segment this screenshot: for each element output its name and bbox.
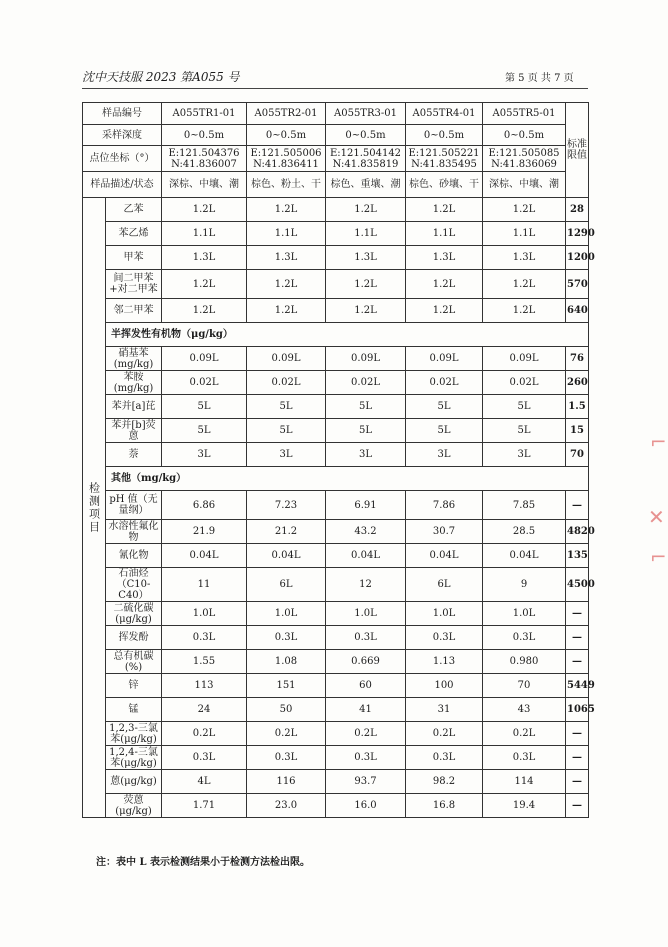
result-cell: 21.2	[247, 520, 326, 544]
result-cell: 6L	[247, 568, 326, 602]
result-cell: 93.7	[326, 770, 406, 794]
table-row	[83, 125, 589, 146]
result-cell: 1.2L	[162, 270, 247, 299]
side-label: 检测项目	[83, 198, 106, 818]
result-cell: 5L	[483, 419, 566, 443]
standard-limit: 4820	[566, 520, 589, 544]
standard-limit: 4500	[566, 568, 589, 602]
result-cell: 5L	[406, 395, 483, 419]
table-row	[83, 323, 589, 347]
sample-desc: 深棕、中壤、潮	[483, 172, 566, 198]
stamp-fragment: ✕	[648, 505, 665, 529]
item-name: 二硫化碳(μg/kg)	[106, 602, 162, 626]
sample-coordinate	[247, 146, 326, 172]
result-cell: 7.86	[406, 491, 483, 520]
result-cell: 151	[247, 674, 326, 698]
result-cell: 1.2L	[406, 299, 483, 323]
table-row	[83, 299, 589, 323]
result-cell: 7.85	[483, 491, 566, 520]
result-cell: 0.02L	[162, 371, 247, 395]
item-name: 苯乙烯	[106, 222, 162, 246]
header-label: 样品描述/状态	[83, 172, 162, 198]
result-cell: 60	[326, 674, 406, 698]
table-row	[83, 602, 589, 626]
result-cell: 116	[247, 770, 326, 794]
standard-limit: —	[566, 491, 589, 520]
item-name: 苯并[a]芘	[106, 395, 162, 419]
page-info: 第 5 页 共 7 页	[505, 73, 574, 84]
result-cell: 11	[162, 568, 247, 602]
sample-desc: 棕色、砂壤、干	[406, 172, 483, 198]
coord-east: E:121.505085	[488, 147, 560, 159]
header-label: 采样深度	[83, 125, 162, 146]
result-cell: 0.2L	[247, 722, 326, 746]
result-cell: 1.2L	[326, 299, 406, 323]
table-row	[83, 568, 589, 602]
result-cell: 0.980	[483, 650, 566, 674]
result-cell: 16.0	[326, 794, 406, 818]
item-name: 氰化物	[106, 544, 162, 568]
sample-depth: 0~0.5m	[247, 125, 326, 146]
sample-desc: 棕色、重壤、潮	[326, 172, 406, 198]
header-rule	[82, 88, 588, 89]
item-name: 邻二甲苯	[106, 299, 162, 323]
result-cell: 3L	[326, 443, 406, 467]
coord-north: N:41.836007	[171, 158, 237, 170]
sample-depth: 0~0.5m	[483, 125, 566, 146]
result-cell: 0.3L	[247, 746, 326, 770]
result-cell: 6.91	[326, 491, 406, 520]
result-cell: 5L	[326, 419, 406, 443]
table-row	[83, 146, 589, 172]
result-cell: 1.0L	[326, 602, 406, 626]
table-row	[83, 544, 589, 568]
sample-id: A055TR2-01	[247, 103, 326, 125]
result-cell: 50	[247, 698, 326, 722]
header-label: 样品编号	[83, 103, 162, 125]
result-cell: 70	[483, 674, 566, 698]
result-cell: 0.3L	[326, 746, 406, 770]
result-cell: 5L	[483, 395, 566, 419]
result-cell: 30.7	[406, 520, 483, 544]
stamp-fragment: ⌐	[650, 430, 667, 454]
result-cell: 1.2L	[483, 270, 566, 299]
table-row	[83, 698, 589, 722]
table-row	[83, 270, 589, 299]
result-cell: 1.3L	[483, 246, 566, 270]
result-cell: 1.0L	[162, 602, 247, 626]
result-cell: 6.86	[162, 491, 247, 520]
result-cell: 1.0L	[247, 602, 326, 626]
result-cell: 0.04L	[483, 544, 566, 568]
result-cell: 0.3L	[247, 626, 326, 650]
result-cell: 0.2L	[483, 722, 566, 746]
result-cell: 0.04L	[247, 544, 326, 568]
result-cell: 5L	[162, 395, 247, 419]
table-row	[83, 103, 589, 125]
item-name: 蒽(μg/kg)	[106, 770, 162, 794]
item-name: 甲苯	[106, 246, 162, 270]
section-heading: 其他（mg/kg）	[106, 467, 589, 491]
result-cell: 1.3L	[162, 246, 247, 270]
result-cell: 0.3L	[406, 746, 483, 770]
standard-limit: —	[566, 794, 589, 818]
result-cell: 5L	[247, 395, 326, 419]
table-row	[83, 520, 589, 544]
result-cell: 0.04L	[162, 544, 247, 568]
result-cell: 1.1L	[483, 222, 566, 246]
table-row	[83, 198, 589, 222]
result-cell: 0.3L	[326, 626, 406, 650]
result-cell: 0.02L	[326, 371, 406, 395]
table-row	[83, 491, 589, 520]
result-cell: 0.02L	[406, 371, 483, 395]
result-cell: 1.2L	[406, 270, 483, 299]
table-row	[83, 650, 589, 674]
item-name: 荧蒽(μg/kg)	[106, 794, 162, 818]
table-row	[83, 770, 589, 794]
result-cell: 98.2	[406, 770, 483, 794]
standard-limit: 135	[566, 544, 589, 568]
standard-limit: —	[566, 602, 589, 626]
sample-id: A055TR4-01	[406, 103, 483, 125]
table-row	[83, 347, 589, 371]
standard-limit: 5449	[566, 674, 589, 698]
table-row	[83, 172, 589, 198]
item-name: 锌	[106, 674, 162, 698]
standard-limit: —	[566, 770, 589, 794]
result-cell: 12	[326, 568, 406, 602]
result-cell: 0.04L	[326, 544, 406, 568]
item-name: 锰	[106, 698, 162, 722]
result-cell: 43.2	[326, 520, 406, 544]
standard-limit: 70	[566, 443, 589, 467]
coord-east: E:121.505006	[250, 147, 322, 159]
coord-north: N:41.836411	[253, 158, 319, 170]
table-row	[83, 794, 589, 818]
result-cell: 1.2L	[483, 198, 566, 222]
item-name: 间二甲苯+对二甲苯	[106, 270, 162, 299]
standard-limit: —	[566, 722, 589, 746]
result-cell: 31	[406, 698, 483, 722]
sample-coordinate	[406, 146, 483, 172]
coord-east: E:121.504376	[168, 147, 240, 159]
results-table	[82, 102, 595, 818]
result-cell: 0.02L	[247, 371, 326, 395]
sample-id: A055TR1-01	[162, 103, 247, 125]
header-label: 点位坐标（°）	[83, 146, 162, 172]
item-name: 苯并[b]荧蒽	[106, 419, 162, 443]
standard-limit: 15	[566, 419, 589, 443]
result-cell: 1.3L	[247, 246, 326, 270]
sample-depth: 0~0.5m	[162, 125, 247, 146]
result-cell: 1.2L	[162, 198, 247, 222]
sample-coordinate	[162, 146, 247, 172]
sample-depth: 0~0.5m	[326, 125, 406, 146]
result-cell: 0.669	[326, 650, 406, 674]
report-number: 沈中天技服 2023 第A055 号	[82, 70, 240, 84]
result-cell: 100	[406, 674, 483, 698]
sample-depth: 0~0.5m	[406, 125, 483, 146]
result-cell: 1.1L	[406, 222, 483, 246]
result-cell: 0.2L	[406, 722, 483, 746]
item-name: 苯胺(mg/kg)	[106, 371, 162, 395]
result-cell: 1.08	[247, 650, 326, 674]
item-name: 挥发酚	[106, 626, 162, 650]
result-cell: 1.3L	[326, 246, 406, 270]
sample-desc: 棕色、粉土、干	[247, 172, 326, 198]
table-row	[83, 674, 589, 698]
result-cell: 0.2L	[162, 722, 247, 746]
sample-desc: 深棕、中壤、潮	[162, 172, 247, 198]
item-name: 1,2,3-三氯苯(μg/kg)	[106, 722, 162, 746]
result-cell: 5L	[247, 419, 326, 443]
result-cell: 7.23	[247, 491, 326, 520]
result-cell: 0.2L	[326, 722, 406, 746]
result-cell: 1.2L	[247, 299, 326, 323]
result-cell: 1.71	[162, 794, 247, 818]
result-cell: 1.2L	[326, 270, 406, 299]
stamp-fragment: ⌐	[650, 545, 667, 569]
result-cell: 5L	[162, 419, 247, 443]
standard-limit: 1.5	[566, 395, 589, 419]
result-cell: 5L	[406, 419, 483, 443]
result-cell: 24	[162, 698, 247, 722]
result-cell: 6L	[406, 568, 483, 602]
result-cell: 0.3L	[162, 746, 247, 770]
coord-east: E:121.505221	[408, 147, 480, 159]
result-cell: 113	[162, 674, 247, 698]
coord-east: E:121.504142	[329, 147, 402, 159]
result-cell: 1.2L	[483, 299, 566, 323]
sample-id: A055TR3-01	[326, 103, 406, 125]
result-cell: 0.3L	[483, 626, 566, 650]
standard-limit: —	[566, 650, 589, 674]
standard-limit: 1290	[566, 222, 589, 246]
result-cell: 41	[326, 698, 406, 722]
result-cell: 0.3L	[406, 626, 483, 650]
table-row	[83, 246, 589, 270]
result-cell: 1.2L	[406, 198, 483, 222]
coord-north: N:41.835819	[332, 158, 399, 170]
table-row	[83, 746, 589, 770]
standard-limit: —	[566, 626, 589, 650]
table-note: 注：表中 L 表示检测结果小于检测方法检出限。	[96, 857, 310, 868]
result-cell: 43	[483, 698, 566, 722]
result-cell: 0.09L	[406, 347, 483, 371]
result-cell: 1.1L	[247, 222, 326, 246]
result-cell: 9	[483, 568, 566, 602]
result-cell: 0.09L	[326, 347, 406, 371]
standard-limit: 260	[566, 371, 589, 395]
result-cell: 1.2L	[247, 270, 326, 299]
table-row	[83, 626, 589, 650]
result-cell: 1.3L	[406, 246, 483, 270]
result-cell: 1.55	[162, 650, 247, 674]
item-name: 石油烃（C10-C40）	[106, 568, 162, 602]
section-heading: 半挥发性有机物（μg/kg）	[106, 323, 589, 347]
result-cell: 3L	[162, 443, 247, 467]
result-cell: 1.0L	[406, 602, 483, 626]
result-cell: 1.1L	[326, 222, 406, 246]
standard-limit-header: 标准限值	[566, 103, 589, 198]
result-cell: 1.13	[406, 650, 483, 674]
item-name: 萘	[106, 443, 162, 467]
result-cell: 21.9	[162, 520, 247, 544]
result-cell: 1.2L	[326, 198, 406, 222]
sample-coordinate	[483, 146, 566, 172]
result-cell: 16.8	[406, 794, 483, 818]
result-cell: 23.0	[247, 794, 326, 818]
standard-limit: 28	[566, 198, 589, 222]
standard-limit: 1200	[566, 246, 589, 270]
result-cell: 5L	[326, 395, 406, 419]
standard-limit: —	[566, 746, 589, 770]
table-row	[83, 222, 589, 246]
standard-limit: 1065	[566, 698, 589, 722]
result-cell: 1.0L	[483, 602, 566, 626]
item-name: 硝基苯(mg/kg)	[106, 347, 162, 371]
result-cell: 114	[483, 770, 566, 794]
standard-limit: 76	[566, 347, 589, 371]
table-row	[83, 395, 589, 419]
item-name: 1,2,4-三氯苯(μg/kg)	[106, 746, 162, 770]
table-row	[83, 371, 589, 395]
result-cell: 1.1L	[162, 222, 247, 246]
result-cell: 0.09L	[162, 347, 247, 371]
item-name: pH 值（无量纲）	[106, 491, 162, 520]
table-row	[83, 467, 589, 491]
result-cell: 0.09L	[247, 347, 326, 371]
item-name: 乙苯	[106, 198, 162, 222]
coord-north: N:41.835495	[411, 158, 477, 170]
result-cell: 28.5	[483, 520, 566, 544]
result-cell: 0.09L	[483, 347, 566, 371]
item-name: 水溶性氟化物	[106, 520, 162, 544]
result-cell: 0.04L	[406, 544, 483, 568]
result-cell: 0.02L	[483, 371, 566, 395]
result-cell: 3L	[483, 443, 566, 467]
table-row	[83, 419, 589, 443]
result-cell: 1.2L	[162, 299, 247, 323]
standard-limit: 640	[566, 299, 589, 323]
sample-coordinate	[326, 146, 406, 172]
result-cell: 3L	[406, 443, 483, 467]
item-name: 总有机碳(%)	[106, 650, 162, 674]
result-cell: 3L	[247, 443, 326, 467]
result-cell: 0.3L	[162, 626, 247, 650]
sample-id: A055TR5-01	[483, 103, 566, 125]
coord-north: N:41.836069	[491, 158, 557, 170]
result-cell: 19.4	[483, 794, 566, 818]
table-row	[83, 722, 589, 746]
result-cell: 0.3L	[483, 746, 566, 770]
result-cell: 1.2L	[247, 198, 326, 222]
standard-limit: 570	[566, 270, 589, 299]
table-row	[83, 443, 589, 467]
result-cell: 4L	[162, 770, 247, 794]
